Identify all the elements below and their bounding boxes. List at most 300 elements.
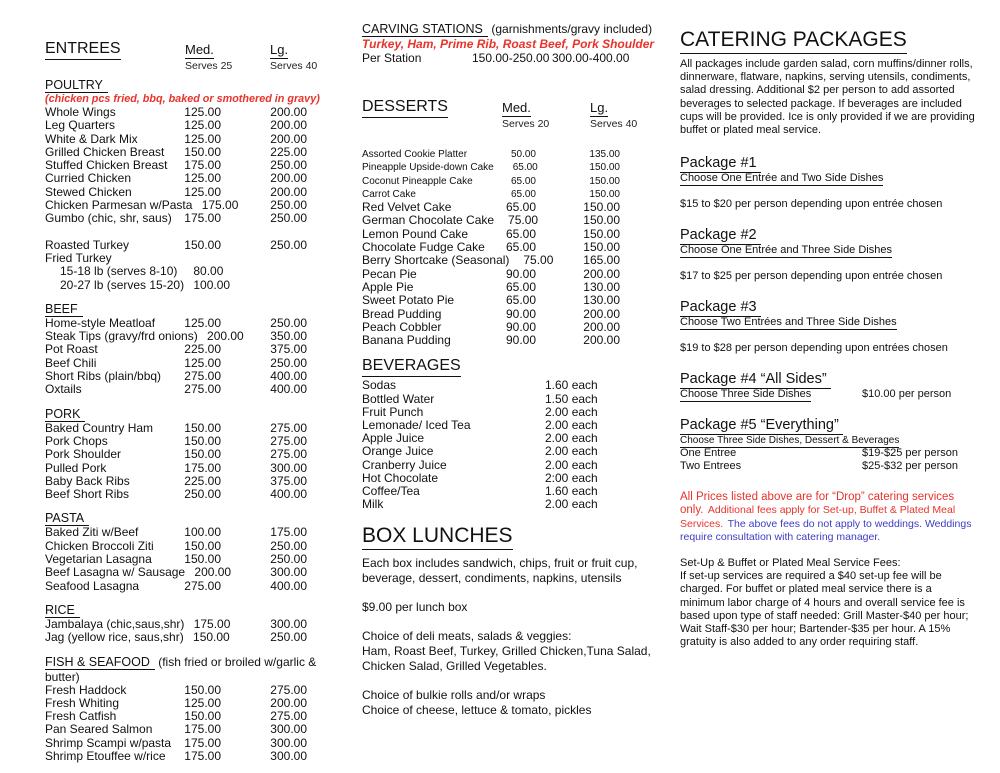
item-price-med: 225.00 bbox=[184, 342, 221, 357]
entrees-med-label: Med. bbox=[185, 42, 214, 57]
item-price-med: 75.00 bbox=[523, 253, 554, 268]
item-price-med: 250.00 bbox=[184, 487, 221, 502]
menu-item-row bbox=[362, 281, 667, 294]
item-price-lg: 300.00 bbox=[270, 735, 307, 750]
section-header bbox=[45, 655, 345, 684]
item-name: Baby Back Ribs bbox=[45, 473, 130, 488]
box-lunch-line: Each box includes sandwich, chips, fruit or fruit cup, beverage, dessert, condiments, napkins, utensils bbox=[362, 556, 638, 586]
item-price: 2.00 each bbox=[545, 418, 598, 433]
item-price-lg: 150.00 bbox=[583, 200, 620, 215]
menu-item-row bbox=[362, 228, 667, 241]
menu-item-row bbox=[45, 448, 345, 461]
menu-item-row bbox=[45, 710, 345, 723]
package-price-note: $15 to $20 per person depending upon entrée chosen bbox=[680, 198, 943, 211]
menu-item-row bbox=[362, 268, 667, 281]
menu-section bbox=[45, 511, 345, 592]
carving-header bbox=[362, 22, 667, 37]
menu-item-row bbox=[45, 252, 345, 265]
item-price-lg: 400.00 bbox=[270, 382, 307, 397]
item-price-lg: 200.00 bbox=[270, 171, 307, 186]
item-price-med: 65.00 bbox=[505, 200, 536, 215]
item-price-lg: 250.00 bbox=[270, 198, 307, 213]
section-note-red: (chicken pcs fried, bbq, baked or smothered in gravy) bbox=[45, 93, 320, 105]
section-title: PASTA bbox=[45, 511, 89, 526]
menu-item-row bbox=[45, 239, 345, 252]
package-name bbox=[680, 417, 976, 434]
item-name: Oxtails bbox=[45, 382, 82, 397]
item-name: Chicken Broccoli Ziti bbox=[45, 538, 154, 553]
section-title: BEEF bbox=[45, 302, 83, 317]
item-name: Beef Short Ribs bbox=[45, 487, 130, 502]
middle-column bbox=[362, 22, 667, 718]
service-fees-body: If set-up services are required a $40 set-up fee will be charged. For buffet or plated meal service there is a minimum labor charge of 4 hours and overall service fee is based upon type of staff needed: Grill Master-$40 per hour; Wait Staff-$30 per hour; Bartender-$35 per hour. A 15% gratuity is also added to any order requiring staff. bbox=[680, 570, 969, 649]
menu-item-row bbox=[362, 241, 667, 254]
item-price-med: 275.00 bbox=[184, 369, 221, 384]
entrees-sections bbox=[45, 78, 345, 763]
box-lunches-lines bbox=[362, 556, 667, 718]
menu-item-row bbox=[45, 343, 345, 356]
item-price-med: 150.00 bbox=[193, 630, 230, 645]
item-price-lg: 250.00 bbox=[270, 355, 307, 370]
item-price-lg: 200.00 bbox=[583, 319, 620, 334]
item-price-lg: 175.00 bbox=[270, 525, 307, 540]
carving-lg-price: 300.00-400.00 bbox=[552, 51, 630, 65]
section-header bbox=[45, 78, 345, 93]
menu-item-row bbox=[45, 133, 345, 146]
item-price-med: 225.00 bbox=[184, 473, 221, 488]
item-name: Apple Juice bbox=[362, 431, 425, 446]
item-price-lg: 275.00 bbox=[270, 682, 307, 697]
menu-item-row bbox=[45, 723, 345, 736]
item-name: Seafood Lasagna bbox=[45, 578, 140, 593]
item-name: Lemonade/ Iced Tea bbox=[362, 418, 471, 433]
item-name: Roasted Turkey bbox=[45, 237, 130, 252]
section-header bbox=[45, 302, 345, 317]
package-subtitle-row bbox=[680, 434, 976, 447]
item-price-lg: 275.00 bbox=[270, 447, 307, 462]
item-name: Peach Cobbler bbox=[362, 319, 442, 334]
item-name: Pot Roast bbox=[45, 342, 98, 357]
menu-item-row bbox=[45, 119, 345, 132]
section-title: RICE bbox=[45, 603, 80, 618]
package-name-text: Package #1 bbox=[680, 155, 761, 173]
item-name: Pecan Pie bbox=[362, 266, 417, 281]
item-price-lg: 300.00 bbox=[270, 748, 307, 763]
item-price-lg: 200.00 bbox=[270, 184, 307, 199]
item-name: Chocolate Fudge Cake bbox=[362, 240, 485, 255]
menu-item-row bbox=[45, 186, 345, 199]
item-name: Chicken Parmesan w/Pasta bbox=[45, 198, 193, 213]
item-price-med: 175.00 bbox=[184, 748, 221, 763]
item-name: Beef Lasagna w/ Sausage bbox=[45, 565, 186, 580]
beverage-row bbox=[362, 485, 667, 498]
package-price: $10.00 per person bbox=[862, 388, 952, 401]
menu-item-row bbox=[362, 175, 667, 188]
item-price-lg: 400.00 bbox=[270, 578, 307, 593]
item-price-lg: 225.00 bbox=[270, 144, 307, 159]
item-name: Coffee/Tea bbox=[362, 484, 420, 499]
item-price: 2.00 each bbox=[545, 457, 598, 472]
box-lunches-section bbox=[362, 524, 667, 718]
package-subtitle: Choose One Entrée and Two Side Dishes bbox=[680, 172, 884, 185]
box-lunch-line: Choice of cheese, lettuce & tomato, pickles bbox=[362, 703, 592, 718]
carving-meats-note: Turkey, Ham, Prime Rib, Roast Beef, Pork Shoulder bbox=[362, 37, 655, 51]
entrees-serves-row bbox=[45, 60, 345, 74]
menu-item-row bbox=[45, 370, 345, 383]
option-price: $19-$25 per person bbox=[862, 447, 959, 460]
menu-section bbox=[45, 78, 345, 292]
item-name: Shrimp Etouffee w/rice bbox=[45, 748, 166, 763]
section-title: POULTRY bbox=[45, 78, 108, 93]
item-name: Stewed Chicken bbox=[45, 184, 132, 199]
item-name: Cranberry Juice bbox=[362, 457, 447, 472]
menu-item-row bbox=[45, 488, 345, 501]
item-price-med: 65.00 bbox=[510, 188, 536, 200]
entrees-lg-serves: Serves 40 bbox=[270, 60, 318, 72]
menu-item-row bbox=[45, 212, 345, 225]
item-name: Fresh Catfish bbox=[45, 709, 117, 724]
beverage-row bbox=[362, 498, 667, 511]
desserts-lg-serves: Serves 40 bbox=[590, 118, 638, 130]
entrees-lg-label: Lg. bbox=[270, 42, 289, 57]
item-price-med: 175.00 bbox=[184, 158, 221, 173]
item-price-med: 175.00 bbox=[184, 735, 221, 750]
carving-price-row bbox=[362, 51, 667, 65]
menu-item-row bbox=[45, 265, 345, 278]
item-price-med: 125.00 bbox=[184, 315, 221, 330]
package-subtitle-row bbox=[680, 244, 976, 257]
item-price-med: 90.00 bbox=[505, 306, 536, 321]
item-price-lg: 165.00 bbox=[583, 253, 620, 268]
package-name bbox=[680, 371, 976, 388]
item-price-lg: 150.00 bbox=[589, 188, 620, 200]
item-price-lg: 200.00 bbox=[583, 333, 620, 348]
section-header bbox=[45, 603, 345, 618]
box-lunch-line: $9.00 per lunch box bbox=[362, 600, 468, 615]
menu-item-row bbox=[45, 422, 345, 435]
menu-item-row bbox=[362, 201, 667, 214]
menu-item-row bbox=[45, 462, 345, 475]
item-name: Banana Pudding bbox=[362, 333, 451, 348]
item-price-lg: 135.00 bbox=[589, 149, 620, 160]
row-spacer bbox=[45, 226, 345, 239]
item-price-lg: 250.00 bbox=[270, 237, 307, 252]
item-price-lg: 300.00 bbox=[270, 722, 307, 737]
entrees-title: ENTREES bbox=[45, 40, 121, 60]
item-name: Pork Shoulder bbox=[45, 447, 122, 462]
item-price-lg: 130.00 bbox=[583, 279, 620, 294]
carving-row-label: Per Station bbox=[362, 51, 422, 65]
package-name bbox=[680, 155, 976, 172]
menu-item-row bbox=[362, 188, 667, 201]
item-price-med: 65.00 bbox=[505, 226, 536, 241]
item-price-lg: 200.00 bbox=[583, 306, 620, 321]
item-name: Jambalaya (chic,saus,shr) bbox=[45, 616, 185, 631]
package-name bbox=[680, 227, 976, 244]
item-price: 1.50 each bbox=[545, 391, 598, 406]
package-subtitle: Choose Three Side Dishes, Dessert & Beverages bbox=[680, 435, 900, 447]
menu-item-row bbox=[45, 540, 345, 553]
item-price-med: 100.00 bbox=[184, 525, 221, 540]
item-price-lg: 300.00 bbox=[270, 460, 307, 475]
item-price-med: 65.00 bbox=[510, 175, 536, 187]
package bbox=[680, 417, 976, 473]
item-price-lg: 200.00 bbox=[270, 695, 307, 710]
item-name: White & Dark Mix bbox=[45, 131, 138, 146]
item-price: 2.00 each bbox=[545, 404, 598, 419]
item-price-med: 125.00 bbox=[184, 184, 221, 199]
item-price-lg: 250.00 bbox=[270, 538, 307, 553]
item-name: Coconut Pineapple Cake bbox=[362, 175, 473, 187]
menu-section bbox=[45, 302, 345, 397]
desserts-med-serves: Serves 20 bbox=[502, 118, 550, 130]
item-price-lg: 150.00 bbox=[589, 175, 620, 187]
item-name: Hot Chocolate bbox=[362, 470, 439, 485]
package bbox=[680, 227, 976, 283]
section-note: (fish fried or broiled w/garlic & butter) bbox=[45, 654, 317, 684]
carving-med-price: 150.00-250.00 bbox=[472, 51, 550, 65]
box-lunch-line: Choice of bulkie rolls and/or wraps bbox=[362, 688, 546, 703]
item-price-med: 175.00 bbox=[184, 211, 221, 226]
package bbox=[680, 155, 976, 211]
item-price-med: 90.00 bbox=[505, 319, 536, 334]
item-name: Fried Turkey bbox=[45, 250, 112, 265]
notice-drop-services: All Prices listed above are for “Drop” catering services only. bbox=[680, 490, 955, 517]
item-price: 2:00 each bbox=[545, 470, 598, 485]
item-name: Stuffed Chicken Breast bbox=[45, 158, 168, 173]
carving-title-note: (garnishments/gravy included) bbox=[491, 22, 653, 36]
item-name: Curried Chicken bbox=[45, 171, 132, 186]
item-price-med: 175.00 bbox=[193, 616, 231, 631]
package-option-row bbox=[680, 460, 976, 473]
menu-item-row bbox=[362, 161, 667, 174]
section-header bbox=[45, 407, 345, 422]
package-subtitle: Choose One Entrée and Three Side Dishes bbox=[680, 244, 892, 257]
item-name: Sweet Potato Pie bbox=[362, 293, 455, 308]
package-name-text: Package #3 bbox=[680, 299, 761, 317]
service-fees-section bbox=[680, 557, 976, 649]
item-price-med: 65.00 bbox=[505, 279, 536, 294]
menu-item-row bbox=[45, 317, 345, 330]
item-price-lg: 275.00 bbox=[270, 420, 307, 435]
item-name: Bread Pudding bbox=[362, 306, 442, 321]
menu-item-row bbox=[45, 435, 345, 448]
menu-item-row bbox=[45, 159, 345, 172]
packages bbox=[680, 155, 976, 473]
item-price-med: 125.00 bbox=[184, 171, 221, 186]
package-subtitle-row bbox=[680, 172, 976, 185]
menu-section bbox=[45, 603, 345, 645]
package-option-row bbox=[680, 447, 976, 460]
menu-item-row bbox=[45, 526, 345, 539]
item-name: Pan Seared Salmon bbox=[45, 722, 153, 737]
menu-item-row bbox=[45, 566, 345, 579]
option-label: Two Entrees bbox=[680, 460, 742, 473]
item-name: Steak Tips (gravy/frd onions) bbox=[45, 329, 198, 344]
package bbox=[680, 371, 976, 401]
beverages-section bbox=[362, 357, 667, 511]
item-name: Fruit Punch bbox=[362, 404, 424, 419]
box-lunches-title: BOX LUNCHES bbox=[362, 524, 513, 550]
item-name: Bottled Water bbox=[362, 391, 435, 406]
package-subtitle-row bbox=[680, 388, 976, 401]
item-name: Pork Chops bbox=[45, 433, 108, 448]
entrees-header bbox=[45, 40, 345, 60]
item-name: Gumbo (chic, shr, saus) bbox=[45, 211, 172, 226]
item-price-med: 100.00 bbox=[193, 277, 231, 292]
item-name: Vegetarian Lasagna bbox=[45, 552, 152, 567]
item-price-med: 150.00 bbox=[184, 552, 221, 567]
menu-item-row bbox=[45, 553, 345, 566]
section-title: PORK bbox=[45, 407, 85, 422]
item-price-med: 175.00 bbox=[184, 460, 221, 475]
item-price-lg: 150.00 bbox=[583, 240, 620, 255]
item-price: 1.60 each bbox=[545, 378, 598, 393]
section-title: FISH & SEAFOOD bbox=[45, 655, 155, 670]
item-name: Fresh Whiting bbox=[45, 695, 120, 710]
package-subtitle: Choose Two Entrées and Three Side Dishes bbox=[680, 316, 897, 329]
item-name: Jag (yellow rice, saus,shr) bbox=[45, 630, 184, 645]
menu-item-row bbox=[45, 580, 345, 593]
service-fees-heading: Set-Up & Buffet or Plated Meal Service Fees: bbox=[680, 557, 901, 569]
item-price-lg: 275.00 bbox=[270, 433, 307, 448]
item-price: 2.00 each bbox=[545, 431, 598, 446]
item-name: Berry Shortcake (Seasonal) bbox=[362, 253, 510, 268]
item-price-lg: 400.00 bbox=[270, 487, 307, 502]
item-name: Assorted Cookie Platter bbox=[362, 149, 468, 160]
item-price-lg: 200.00 bbox=[270, 131, 307, 146]
item-price-med: 150.00 bbox=[184, 538, 221, 553]
item-price-lg: 250.00 bbox=[270, 630, 307, 645]
catering-title: CATERING PACKAGES bbox=[680, 28, 907, 54]
item-price-lg: 200.00 bbox=[583, 266, 620, 281]
package bbox=[680, 299, 976, 355]
desserts-rows bbox=[362, 148, 667, 347]
item-price-med: 150.00 bbox=[184, 682, 221, 697]
item-price-med: 150.00 bbox=[184, 447, 221, 462]
item-price-lg: 130.00 bbox=[583, 293, 620, 308]
desserts-lg-label: Lg. bbox=[590, 100, 609, 115]
item-price-lg: 200.00 bbox=[270, 105, 307, 119]
package-subtitle: Choose Three Side Dishes bbox=[680, 388, 812, 401]
item-price-med: 125.00 bbox=[184, 118, 221, 133]
menu-item-row bbox=[45, 684, 345, 697]
menu-item-row bbox=[45, 383, 345, 396]
menu-item-row bbox=[45, 279, 345, 292]
menu-item-row bbox=[45, 330, 345, 343]
catering-intro: All packages include garden salad, corn muffins/dinner rolls, dinnerware, flatware, napkins, serving utensils, condiments, salad dressing. Additional $2 per person to add assorted beverages to selected package. If beverages are included cups will be provided. Ice is only provided if we are providing buffet or plated meal service. bbox=[680, 58, 975, 137]
item-price-lg: 250.00 bbox=[270, 315, 307, 330]
menu-item-row bbox=[362, 334, 667, 347]
menu-item-row bbox=[45, 737, 345, 750]
notice-weddings: The above fees do not apply to weddings. Weddings require consultation with catering manager. bbox=[680, 517, 972, 544]
item-price-lg: 250.00 bbox=[270, 211, 307, 226]
item-price-lg: 375.00 bbox=[270, 473, 307, 488]
item-price-lg: 200.00 bbox=[270, 118, 307, 133]
menu-item-row bbox=[45, 475, 345, 488]
item-price-med: 75.00 bbox=[508, 213, 539, 228]
item-price-med: 150.00 bbox=[184, 433, 221, 448]
item-name: 20-27 lb (serves 15-20) bbox=[60, 277, 185, 292]
item-name: Short Ribs (plain/bbq) bbox=[45, 369, 162, 384]
package-price-note: $17 to $25 per person depending upon entrée chosen bbox=[680, 270, 943, 283]
item-price-med: 90.00 bbox=[505, 266, 536, 281]
desserts-section bbox=[362, 98, 667, 347]
item-price-lg: 250.00 bbox=[270, 158, 307, 173]
item-price-med: 275.00 bbox=[184, 578, 221, 593]
menu-item-row bbox=[45, 106, 345, 119]
box-lunch-line: Choice of deli meats, salads & veggies: bbox=[362, 629, 572, 644]
catering-column bbox=[680, 28, 976, 649]
item-price-med: 125.00 bbox=[184, 695, 221, 710]
notice-additional-fees: Additional fees apply for Set-up, Buffet & Plated Meal Services. bbox=[680, 504, 956, 530]
item-price-med: 125.00 bbox=[184, 131, 221, 146]
beverages-rows bbox=[362, 379, 667, 511]
item-name: Baked Country Ham bbox=[45, 420, 154, 435]
item-price-med: 125.00 bbox=[184, 355, 221, 370]
item-price-med: 65.00 bbox=[505, 240, 536, 255]
menu-item-row bbox=[362, 254, 667, 267]
item-name: Beef Chili bbox=[45, 355, 97, 370]
carving-title: CARVING STATIONS bbox=[362, 22, 488, 37]
item-name: Fresh Haddock bbox=[45, 682, 127, 697]
box-lunch-line: Ham, Roast Beef, Turkey, Grilled Chicken,Tuna Salad, Chicken Salad, Grilled Vegetables. bbox=[362, 644, 651, 674]
menu-item-row bbox=[45, 750, 345, 763]
package-name-text: Package #2 bbox=[680, 227, 761, 245]
menu-item-row bbox=[45, 357, 345, 370]
item-price-lg: 150.00 bbox=[583, 226, 620, 241]
carving-stations-section bbox=[362, 22, 667, 65]
menu-section bbox=[45, 655, 345, 764]
item-price-lg: 150.00 bbox=[583, 213, 620, 228]
menu-item-row bbox=[362, 308, 667, 321]
item-name: Pineapple Upside-down Cake bbox=[362, 162, 494, 174]
item-price-med: 175.00 bbox=[184, 722, 221, 737]
item-name: 15-18 lb (serves 8-10) bbox=[60, 264, 178, 279]
pricing-notice bbox=[680, 490, 976, 544]
package-subtitle-row bbox=[680, 316, 976, 329]
beverages-header bbox=[362, 357, 667, 377]
item-price-med: 50.00 bbox=[510, 149, 536, 160]
item-price-lg: 300.00 bbox=[270, 565, 307, 580]
menu-item-row bbox=[45, 199, 345, 212]
item-price-med: 125.00 bbox=[184, 105, 221, 119]
item-name: Leg Quarters bbox=[45, 118, 116, 133]
menu-item-row bbox=[45, 697, 345, 710]
item-price-lg: 400.00 bbox=[270, 369, 307, 384]
option-label: One Entree bbox=[680, 447, 737, 460]
package-name-text: Package #4 “All Sides” bbox=[680, 371, 831, 389]
item-name: Whole Wings bbox=[45, 105, 116, 119]
item-name: Pulled Pork bbox=[45, 460, 107, 475]
item-price-med: 200.00 bbox=[207, 329, 244, 344]
item-price-lg: 375.00 bbox=[270, 342, 307, 357]
item-name: Shrimp Scampi w/pasta bbox=[45, 735, 172, 750]
item-price-med: 65.00 bbox=[505, 293, 536, 308]
menu-item-row bbox=[45, 172, 345, 185]
item-price-lg: 350.00 bbox=[270, 329, 307, 344]
menu-item-row bbox=[45, 146, 345, 159]
item-name: Sodas bbox=[362, 378, 397, 393]
item-price: 1.60 each bbox=[545, 484, 598, 499]
beverages-title: BEVERAGES bbox=[362, 357, 461, 377]
menu-item-row bbox=[45, 631, 345, 644]
desserts-serves-row bbox=[362, 118, 667, 132]
menu-item-row bbox=[362, 148, 667, 161]
package-price-note: $19 to $28 per person depending upon entrées chosen bbox=[680, 342, 948, 355]
item-name: German Chocolate Cake bbox=[362, 213, 495, 228]
item-price-med: 80.00 bbox=[193, 264, 224, 279]
